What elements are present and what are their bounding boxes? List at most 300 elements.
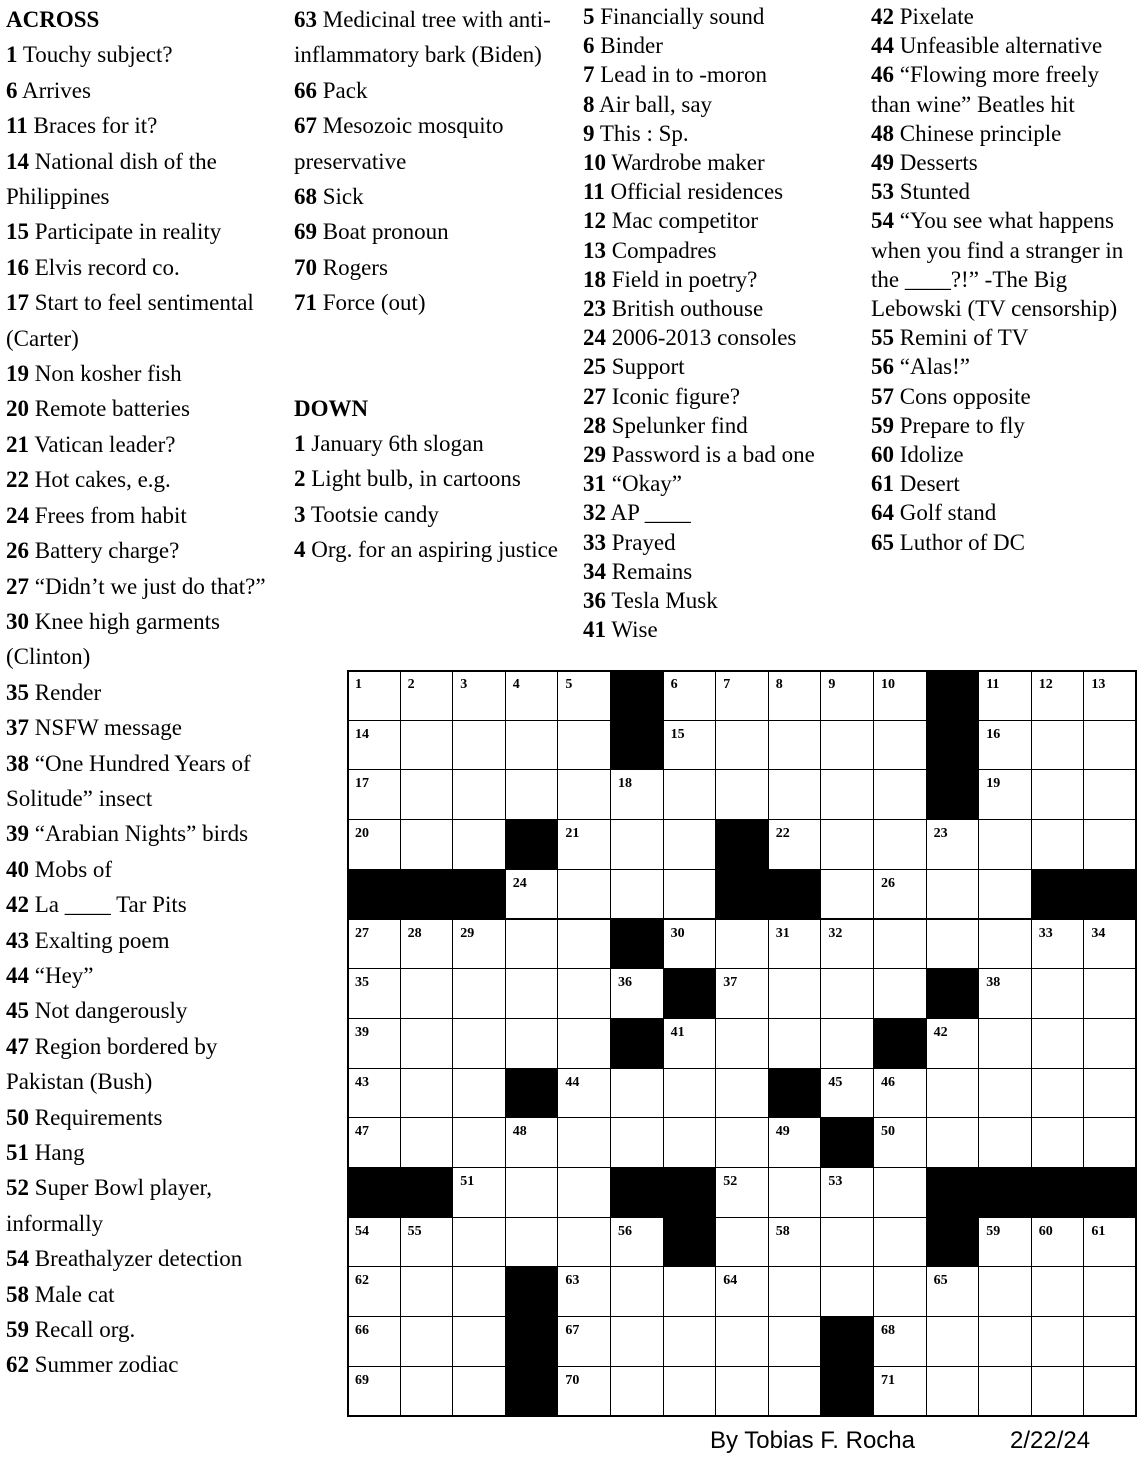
grid-cell[interactable] (1083, 1068, 1137, 1119)
grid-cell[interactable] (347, 968, 401, 1019)
black-square (452, 869, 506, 920)
grid-cell[interactable] (505, 869, 559, 920)
cell-number: 8 (775, 677, 783, 692)
cell-number: 52 (723, 1174, 738, 1189)
down-clue-list-continued (583, 2, 863, 644)
clue-number: 13 (583, 237, 606, 263)
grid-cell[interactable] (715, 1266, 769, 1317)
clue-text: Start to feel sentimental (Carter) (6, 290, 254, 351)
black-square (978, 1167, 1032, 1218)
grid-cell[interactable] (873, 968, 927, 1019)
grid-cell[interactable] (768, 670, 822, 721)
grid-cell[interactable] (978, 968, 1032, 1019)
grid-cell[interactable] (557, 919, 611, 970)
grid-cell[interactable] (715, 720, 769, 771)
grid-cell[interactable] (400, 670, 454, 721)
grid-cell[interactable] (1031, 1117, 1085, 1168)
grid-cell[interactable] (978, 1068, 1032, 1119)
clue-number: 33 (583, 529, 606, 555)
grid-cell[interactable] (768, 819, 822, 870)
across-clue-68 (294, 179, 574, 214)
grid-cell[interactable] (715, 1217, 769, 1268)
grid-cell[interactable] (820, 670, 874, 721)
clue-text: Tesla Musk (611, 588, 718, 614)
cell-number: 34 (1091, 925, 1106, 941)
grid-cell[interactable] (820, 720, 874, 771)
grid-cell[interactable] (768, 968, 822, 1019)
grid-cell[interactable] (978, 919, 1032, 970)
grid-cell[interactable] (557, 1068, 611, 1119)
clue-number: 54 (6, 1246, 29, 1272)
grid-cell[interactable] (610, 1068, 664, 1119)
grid-cell[interactable] (452, 1018, 506, 1069)
grid-cell[interactable] (978, 1117, 1032, 1168)
grid-cell[interactable] (978, 1018, 1032, 1069)
grid-cell[interactable] (1083, 720, 1137, 771)
across-clue-17 (6, 285, 291, 356)
clue-text: Region bordered by Pakistan (Bush) (6, 1033, 218, 1095)
grid-cell[interactable] (715, 1117, 769, 1168)
grid-cell[interactable] (610, 1266, 664, 1317)
cell-number: 36 (618, 975, 632, 991)
grid-cell[interactable] (557, 968, 611, 1019)
grid-cell[interactable] (1031, 1366, 1085, 1417)
grid-cell[interactable] (978, 1316, 1032, 1367)
across-clue-14 (6, 144, 291, 215)
grid-cell[interactable] (557, 1018, 611, 1069)
clue-number: 27 (6, 573, 29, 599)
cell-number: 64 (723, 1273, 738, 1289)
grid-cell[interactable] (1031, 1018, 1085, 1069)
clue-number: 23 (583, 296, 606, 322)
down-clue-29 (583, 440, 863, 469)
grid-cell[interactable] (1031, 769, 1085, 820)
grid-cell[interactable] (873, 769, 927, 820)
grid-cell[interactable] (557, 670, 611, 721)
grid-cell[interactable] (663, 1018, 717, 1069)
clue-text: Wise (611, 617, 658, 643)
clue-number: 62 (6, 1352, 29, 1378)
grid-cell[interactable] (557, 1316, 611, 1367)
grid-cell[interactable] (400, 1068, 454, 1119)
clue-text: Financially sound (600, 4, 765, 29)
grid-cell[interactable] (1031, 968, 1085, 1019)
grid-cell[interactable] (347, 1316, 401, 1367)
clue-number: 47 (6, 1033, 29, 1059)
grid-cell[interactable] (505, 919, 559, 970)
grid-cell[interactable] (610, 819, 664, 870)
grid-cell[interactable] (1083, 819, 1137, 870)
grid-cell[interactable] (978, 819, 1032, 870)
grid-cell[interactable] (768, 1167, 822, 1218)
clue-text: Participate in reality (34, 219, 222, 245)
grid-cell[interactable] (1083, 1366, 1137, 1417)
clue-number: 56 (871, 354, 894, 380)
grid-cell[interactable] (1031, 720, 1085, 771)
grid-cell[interactable] (926, 919, 980, 970)
grid-cell[interactable] (505, 1018, 559, 1069)
clue-text: Hot cakes, e.g. (34, 467, 171, 493)
grid-cell[interactable] (978, 869, 1032, 920)
grid-cell[interactable] (873, 670, 927, 721)
black-square (926, 1167, 980, 1218)
grid-cell[interactable] (452, 1217, 506, 1268)
grid-cell[interactable] (505, 1167, 559, 1218)
clue-text: Cons opposite (899, 383, 1031, 409)
grid-cell[interactable] (820, 919, 874, 970)
cell-number: 44 (565, 1074, 580, 1090)
grid-cell[interactable] (1083, 769, 1137, 820)
grid-cell[interactable] (1083, 1266, 1137, 1317)
grid-cell[interactable] (926, 1018, 980, 1069)
cell-number: 59 (986, 1223, 1001, 1239)
grid-cell[interactable] (663, 919, 717, 970)
grid-cell[interactable] (1083, 670, 1137, 721)
grid-cell[interactable] (452, 1316, 506, 1367)
clue-text: Male cat (34, 1281, 115, 1307)
grid-cell[interactable] (347, 1068, 401, 1119)
cell-number: 10 (881, 677, 895, 692)
grid-cell[interactable] (820, 968, 874, 1019)
grid-cell[interactable] (663, 670, 717, 721)
black-square (1031, 1167, 1085, 1218)
grid-cell[interactable] (1083, 1217, 1137, 1268)
across-clue-list-continued (294, 2, 574, 321)
grid-cell[interactable] (557, 1266, 611, 1317)
clue-text: Battery charge? (34, 538, 180, 564)
grid-cell[interactable] (873, 869, 927, 920)
clue-number: 67 (294, 113, 317, 139)
grid-cell[interactable] (1083, 919, 1137, 970)
grid-cell[interactable] (715, 670, 769, 721)
clue-text: Vatican leader? (34, 431, 176, 457)
clue-text: Golf stand (899, 500, 997, 526)
grid-cell[interactable] (715, 919, 769, 970)
clue-text: Desert (899, 471, 960, 497)
clue-number: 3 (294, 501, 306, 527)
across-clue-47 (6, 1029, 291, 1100)
grid-cell[interactable] (978, 1366, 1032, 1417)
clue-number: 71 (294, 290, 317, 316)
grid-cell[interactable] (1031, 919, 1085, 970)
grid-cell[interactable] (1083, 1316, 1137, 1367)
grid-cell[interactable] (505, 968, 559, 1019)
grid-cell[interactable] (347, 1366, 401, 1417)
grid-cell[interactable] (768, 769, 822, 820)
grid-cell[interactable] (347, 1217, 401, 1268)
grid-cell[interactable] (557, 1167, 611, 1218)
grid-cell[interactable] (400, 769, 454, 820)
across-clue-71 (294, 285, 574, 320)
across-clue-list (6, 37, 291, 1382)
clue-text: Medicinal tree with anti-inflammatory bark (Biden) (294, 7, 551, 68)
clue-number: 21 (6, 431, 29, 457)
clue-text: “Alas!” (899, 354, 970, 380)
grid-cell[interactable] (978, 670, 1032, 721)
grid-cell[interactable] (926, 1117, 980, 1168)
grid-cell[interactable] (610, 1316, 664, 1367)
down-clue-32 (583, 498, 863, 527)
clue-number: 63 (294, 7, 317, 32)
grid-cell[interactable] (663, 819, 717, 870)
clue-text: Not dangerously (34, 998, 188, 1024)
cell-number: 67 (565, 1323, 580, 1339)
clue-number: 60 (871, 442, 894, 468)
grid-cell[interactable] (663, 769, 717, 820)
grid-cell[interactable] (820, 1266, 874, 1317)
grid-cell[interactable] (978, 769, 1032, 820)
grid-cell[interactable] (400, 968, 454, 1019)
clue-text: Sick (322, 184, 364, 210)
grid-cell[interactable] (873, 1068, 927, 1119)
clue-number: 1 (294, 431, 306, 457)
grid-cell[interactable] (873, 1316, 927, 1367)
clue-text: Arrives (21, 77, 91, 103)
grid-cell[interactable] (1031, 1316, 1085, 1367)
clue-text: Prepare to fly (899, 412, 1025, 438)
grid-cell[interactable] (663, 1266, 717, 1317)
grid-cell[interactable] (1031, 1266, 1085, 1317)
clue-text: Mesozoic mosquito preservative (294, 113, 504, 174)
grid-cell[interactable] (505, 670, 559, 721)
grid-cell[interactable] (452, 1266, 506, 1317)
grid-cell[interactable] (873, 1366, 927, 1417)
cell-number: 16 (986, 726, 1001, 742)
grid-cell[interactable] (557, 869, 611, 920)
grid-cell[interactable] (715, 1316, 769, 1367)
cell-number: 22 (775, 826, 790, 842)
clue-text: Summer zodiac (34, 1352, 179, 1378)
across-clue-6 (6, 73, 291, 108)
down-clue-2 (294, 461, 574, 496)
grid-cell[interactable] (557, 1366, 611, 1417)
grid-cell[interactable] (768, 1366, 822, 1417)
across-clue-44 (6, 958, 291, 993)
grid-cell[interactable] (663, 720, 717, 771)
clue-text: Air ball, say (598, 91, 713, 117)
grid-cell[interactable] (1083, 968, 1137, 1019)
clue-number: 39 (6, 821, 29, 847)
grid-cell[interactable] (873, 720, 927, 771)
grid-cell[interactable] (400, 1316, 454, 1367)
grid-cell[interactable] (505, 769, 559, 820)
grid-cell[interactable] (452, 720, 506, 771)
grid-cell[interactable] (452, 670, 506, 721)
across-clue-51 (6, 1135, 291, 1170)
grid-cell[interactable] (347, 1018, 401, 1069)
across-clue-20 (6, 391, 291, 426)
cell-number: 69 (355, 1372, 369, 1388)
grid-cell[interactable] (557, 1217, 611, 1268)
grid-cell[interactable] (873, 1117, 927, 1168)
grid-cell[interactable] (610, 769, 664, 820)
grid-cell[interactable] (347, 1117, 401, 1168)
grid-cell[interactable] (400, 720, 454, 771)
grid-cell[interactable] (873, 1266, 927, 1317)
clue-text: Force (out) (322, 290, 426, 316)
grid-cell[interactable] (1031, 1217, 1085, 1268)
clue-number: 57 (871, 383, 894, 409)
grid-cell[interactable] (347, 919, 401, 970)
grid-cell[interactable] (452, 1117, 506, 1168)
grid-cell[interactable] (557, 819, 611, 870)
grid-cell[interactable] (452, 1167, 506, 1218)
grid-cell[interactable] (1083, 1117, 1137, 1168)
cell-number: 41 (670, 1024, 685, 1040)
grid-cell[interactable] (400, 819, 454, 870)
grid-cell[interactable] (873, 919, 927, 970)
grid-cell[interactable] (610, 869, 664, 920)
cell-number: 39 (355, 1024, 369, 1040)
grid-cell[interactable] (610, 1366, 664, 1417)
clue-number: 69 (294, 219, 317, 245)
grid-cell[interactable] (715, 1068, 769, 1119)
grid-cell[interactable] (873, 819, 927, 870)
grid-cell[interactable] (820, 1068, 874, 1119)
grid-cell[interactable] (820, 1018, 874, 1069)
cell-number: 32 (828, 925, 843, 941)
grid-cell[interactable] (400, 919, 454, 970)
grid-cell[interactable] (347, 769, 401, 820)
grid-cell[interactable] (400, 1366, 454, 1417)
grid-cell[interactable] (926, 819, 980, 870)
grid-cell[interactable] (452, 968, 506, 1019)
across-clue-59 (6, 1312, 291, 1347)
black-square (820, 1316, 874, 1367)
grid-cell[interactable] (820, 1217, 874, 1268)
grid-cell[interactable] (820, 769, 874, 820)
black-square (663, 1167, 717, 1218)
grid-cell[interactable] (715, 769, 769, 820)
grid-cell[interactable] (452, 919, 506, 970)
clue-number: 10 (583, 150, 606, 176)
grid-cell[interactable] (820, 869, 874, 920)
grid-cell[interactable] (820, 1167, 874, 1218)
grid-cell[interactable] (557, 769, 611, 820)
grid-cell[interactable] (768, 1217, 822, 1268)
grid-cell[interactable] (926, 869, 980, 920)
grid-cell[interactable] (873, 1167, 927, 1218)
black-square (505, 1266, 559, 1317)
grid-cell[interactable] (926, 1316, 980, 1367)
grid-cell[interactable] (452, 769, 506, 820)
grid-cell[interactable] (663, 1068, 717, 1119)
grid-cell[interactable] (978, 1217, 1032, 1268)
grid-cell[interactable] (347, 819, 401, 870)
grid-cell[interactable] (768, 1117, 822, 1168)
clue-number: 31 (583, 471, 606, 497)
grid-cell[interactable] (978, 720, 1032, 771)
cell-number: 17 (355, 776, 369, 792)
grid-cell[interactable] (663, 1117, 717, 1168)
cell-number: 71 (881, 1372, 895, 1388)
cell-number: 27 (355, 925, 369, 941)
grid-cell[interactable] (873, 1217, 927, 1268)
clue-number: 43 (6, 927, 29, 953)
grid-cell[interactable] (820, 819, 874, 870)
grid-cell[interactable] (768, 1018, 822, 1069)
clue-text: Light bulb, in cartoons (311, 466, 521, 492)
cell-number: 45 (828, 1074, 843, 1090)
grid-cell[interactable] (926, 1068, 980, 1119)
grid-cell[interactable] (557, 720, 611, 771)
grid-cell[interactable] (715, 1167, 769, 1218)
grid-cell[interactable] (715, 1018, 769, 1069)
clue-number: 70 (294, 254, 317, 280)
grid-cell[interactable] (505, 1217, 559, 1268)
grid-cell[interactable] (452, 819, 506, 870)
grid-cell[interactable] (347, 670, 401, 721)
grid-cell[interactable] (400, 1018, 454, 1069)
grid-cell[interactable] (663, 1316, 717, 1367)
grid-cell[interactable] (715, 1366, 769, 1417)
grid-cell[interactable] (557, 1117, 611, 1168)
clue-number: 2 (294, 466, 306, 492)
black-square (610, 720, 664, 771)
grid-cell[interactable] (768, 720, 822, 771)
clue-text: This : Sp. (599, 120, 689, 146)
grid-cell[interactable] (1031, 1068, 1085, 1119)
grid-cell[interactable] (1031, 819, 1085, 870)
clue-number: 4 (294, 537, 306, 563)
grid-cell[interactable] (926, 1266, 980, 1317)
grid-cell[interactable] (768, 1266, 822, 1317)
black-square (926, 769, 980, 820)
grid-cell[interactable] (610, 968, 664, 1019)
clue-text: Mac competitor (611, 208, 759, 234)
grid-cell[interactable] (400, 1117, 454, 1168)
cell-number: 20 (355, 826, 369, 842)
grid-cell[interactable] (663, 1366, 717, 1417)
grid-cell[interactable] (1031, 670, 1085, 721)
grid-cell[interactable] (400, 1217, 454, 1268)
clue-text: National dish of the Philippines (6, 148, 217, 210)
grid-cell[interactable] (347, 1266, 401, 1317)
clue-text: “You see what happens when you find a stranger in the ____?!” -The Big Lebowski (TV censorship) (871, 208, 1124, 322)
grid-cell[interactable] (978, 1266, 1032, 1317)
cell-number: 11 (986, 677, 1000, 692)
grid-cell[interactable] (768, 1316, 822, 1367)
grid-cell[interactable] (715, 968, 769, 1019)
clue-text: La ____ Tar Pits (34, 892, 187, 918)
clue-text: Lead in to -moron (600, 62, 767, 88)
clue-text: Binder (600, 33, 663, 59)
grid-cell[interactable] (610, 1217, 664, 1268)
cell-number: 2 (407, 677, 415, 692)
clue-number: 42 (6, 892, 29, 918)
down-clue-42 (871, 2, 1143, 31)
black-square (926, 720, 980, 771)
grid-cell[interactable] (452, 1366, 506, 1417)
across-clue-15 (6, 214, 291, 249)
cell-number: 12 (1038, 677, 1053, 692)
grid-cell[interactable] (768, 919, 822, 970)
clue-text: Remini of TV (899, 325, 1029, 351)
grid-cell[interactable] (610, 1117, 664, 1168)
down-clue-4 (294, 532, 574, 567)
grid-cell[interactable] (400, 1266, 454, 1317)
grid-cell[interactable] (663, 869, 717, 920)
clue-text: Hang (34, 1140, 85, 1165)
grid-cell[interactable] (347, 720, 401, 771)
cell-number: 49 (775, 1124, 790, 1140)
grid-cell[interactable] (452, 1068, 506, 1119)
grid-cell[interactable] (926, 1366, 980, 1417)
grid-cell[interactable] (505, 1117, 559, 1168)
grid-cell[interactable] (505, 720, 559, 771)
clue-text: Super Bowl player, informally (6, 1175, 213, 1236)
grid-cell[interactable] (1083, 1018, 1137, 1069)
